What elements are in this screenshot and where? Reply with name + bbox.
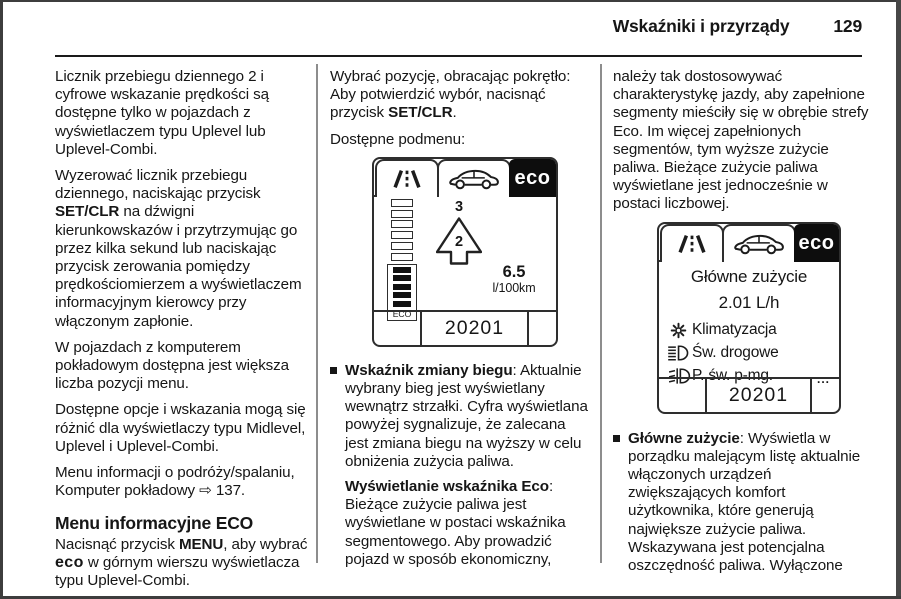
list-item xyxy=(330,362,590,471)
tab-vehicle-info xyxy=(722,224,796,262)
car-icon xyxy=(732,232,786,256)
eco-tab-label: eco xyxy=(514,166,551,189)
paragraph: Dostępne podmenu: xyxy=(330,130,466,148)
consumption-value: 6.5 xyxy=(502,262,526,281)
column-divider-2 xyxy=(600,64,602,563)
car-icon xyxy=(447,167,501,191)
gauge-segment-empty xyxy=(391,242,413,250)
column-2 xyxy=(330,68,590,577)
eco-segment-gauge xyxy=(385,199,419,321)
tab-trip-info xyxy=(375,159,439,197)
section-heading: Menu informacyjne ECO xyxy=(55,513,254,534)
gauge-segment-filled xyxy=(393,267,411,273)
high-beam-icon xyxy=(665,344,692,362)
column-divider-1 xyxy=(316,64,318,563)
road-lane-icon xyxy=(671,232,713,256)
gauge-segment-empty xyxy=(391,253,413,261)
eco-tab-label: eco xyxy=(798,231,835,254)
gauge-segment-empty xyxy=(391,210,413,218)
tab-eco xyxy=(509,159,556,197)
list-item-text: Główne zużycie: Wyświetla w porządku malejącym listę aktualnie włączonych urządzeń zwiększających komfort użytkownika, które generują największe zużycie paliwa. Wskazywana jest potencjalna oszczędność paliwa. Wyłączone xyxy=(628,429,861,575)
bullet-square-icon xyxy=(330,362,345,471)
list-item-text: Wskaźnik zmiany biegu: Aktualnie wybrany bieg jest wyświetlany wewnątrz strzałki. Cyfra wyświetlana powyżej sygnalizuje, że zalecana jest zmiana biegu na wyższy w celu obniżenia zużycia paliwa. xyxy=(345,361,588,470)
display-tab-bar xyxy=(659,224,839,262)
figure-eco-gear-display xyxy=(372,157,558,347)
fuel-consumption-readout xyxy=(480,263,548,296)
paragraph: Wyświetlanie wskaźnika Eco: Bieżące zużycie paliwa jest wyświetlane w postaci wskaźnika segmentowego. Aby prowadzić pojazd w sposób ekonomiczny, xyxy=(345,478,566,568)
ac-icon xyxy=(665,322,692,339)
list-item xyxy=(613,430,869,576)
paragraph: Nacisnąć przycisk MENU, aby wybrać eco w górnym wierszu wyświetlacza typu Uplevel-Combi. xyxy=(55,535,308,590)
odometer-value: 20201 xyxy=(728,384,789,407)
gauge-segment-empty xyxy=(391,199,413,207)
consumer-label: Klimatyzacja xyxy=(692,321,777,339)
tab-vehicle-info xyxy=(437,159,511,197)
paragraph: Wybrać pozycję, obracając pokrętło: Aby potwierdzić wybór, nacisnąć przycisk SET/CLR. xyxy=(330,68,571,122)
road-lane-icon xyxy=(386,167,428,191)
paragraph: Wyzerować licznik przebiegu dziennego, naciskając przycisk SET/CLR na dźwigni kierunkowskazów i przytrzymując go przez kilka sekund lub naciskając przycisk zerowania pomiędzy prędkościomierzem a wyświetlaczem informacyjnym kierowcy przy włączonym zapłonie. xyxy=(55,167,302,330)
cross-reference: Menu informacji o podróży/spalaniu, Komputer pokładowy ⇨ 137. xyxy=(55,464,295,500)
consumer-label: Św. drogowe xyxy=(692,344,779,362)
tab-trip-info xyxy=(660,224,724,262)
bullet-square-icon xyxy=(613,430,628,576)
strip-cell-left xyxy=(659,379,707,412)
page-header xyxy=(613,16,862,37)
paragraph: Licznik przebiegu dziennego 2 i cyfrowe wskazanie prędkości są dostępne tylko w pojazdach z wyświetlaczem typu Uplevel lub Uplevel-Combi. xyxy=(55,68,269,158)
strip-cell-right xyxy=(810,379,839,412)
suggested-gear: 3 xyxy=(455,198,463,215)
eco-zone-label: ECO xyxy=(392,309,412,320)
gauge-segment-filled xyxy=(393,284,411,290)
display-tab-bar xyxy=(374,159,556,197)
page-edge-left xyxy=(0,0,3,599)
header-rule xyxy=(55,55,862,57)
paragraph: W pojazdach z komputerem pokładowym dostępna jest większa liczba pozycji menu. xyxy=(55,338,290,393)
gauge-segment-filled xyxy=(393,275,411,281)
figure-eco-consumers-display xyxy=(657,222,841,414)
strip-cell-left xyxy=(374,312,422,345)
paragraph: Dostępne opcje i wskazania mogą się różnić dla wyświetlaczy typu Midlevel, Uplevel i Uplevel-Combi. xyxy=(55,401,306,455)
current-gear: 2 xyxy=(455,233,463,250)
odometer-strip xyxy=(374,310,556,345)
page-number: 129 xyxy=(833,16,862,36)
gauge-segment-empty xyxy=(391,231,413,239)
list-item xyxy=(665,342,833,365)
chapter-title: Wskaźniki i przyrządy xyxy=(612,16,790,36)
more-items-ellipsis: ... xyxy=(816,371,830,386)
page-edge-right xyxy=(896,0,901,599)
column-3 xyxy=(613,68,869,582)
consumer-label: P. św. p-mg. xyxy=(692,367,773,385)
gauge-segment-filled xyxy=(393,292,411,298)
gear-shift-indicator xyxy=(434,199,484,265)
odometer-strip xyxy=(659,377,839,412)
list-item xyxy=(665,319,833,342)
consumption-unit: l/100km xyxy=(492,280,536,295)
page-edge-top xyxy=(0,0,901,2)
upshift-arrow xyxy=(436,217,482,265)
gauge-segment-empty xyxy=(391,220,413,228)
odometer-value: 20201 xyxy=(444,317,505,340)
display-title: Główne zużycie xyxy=(690,266,808,286)
paragraph: należy tak dostosowywać charakterystykę jazdy, aby zapełnione segmenty mieściły się w obrębie strefy Eco. Im więcej zapełnionych segmentów, tym wyższe zużycie paliwa. Bieżące zużycie paliwa wyświetlane jest jednocześnie w postaci liczbowej. xyxy=(613,68,869,213)
tab-eco xyxy=(794,224,839,262)
consumption-rate-value: 2.01 L/h xyxy=(718,292,780,312)
strip-cell-right xyxy=(527,312,556,345)
column-1 xyxy=(55,68,313,598)
gauge-segment-filled xyxy=(393,301,411,307)
